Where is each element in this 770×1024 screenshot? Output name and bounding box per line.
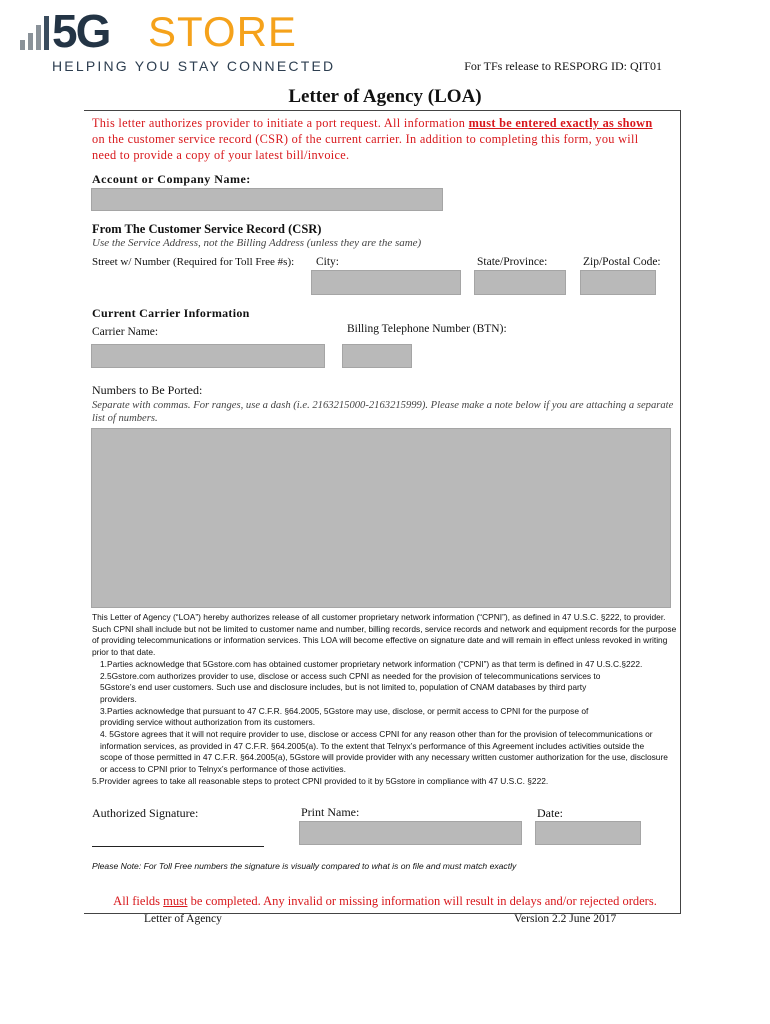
cpni-item-4: 4. 5Gstore agrees that it will not require provider to use, disclose or access CPNI for any reason other than for the provision of telecommunications or information services, as provided in 47 C.F.R. §64.2005(a). To the extent that Telnyx’s performance of this Agreement includes activities outside the scope of those permitted in 47 C.F.R. §64.2005(a), 5Gstore will provide provider with any necessary written customer authorization for the use, disclosure or access to CPNI prior to Telnyx’s performance of those activities.: [100, 729, 668, 775]
required-warning: All fields must be completed. Any invalid or missing information will result in delays and/or rejected orders.: [113, 894, 657, 908]
signature-line[interactable]: [92, 846, 264, 847]
numbers-note: Separate with commas. For ranges, use a dash (i.e. 2163215000-2163215999). Please make a note below if you are attaching a separate list of numbers.: [92, 400, 674, 424]
account-name-field[interactable]: [91, 188, 443, 211]
cpni-terms: [92, 612, 678, 788]
print-name-label: Print Name:: [301, 805, 360, 819]
numbers-field[interactable]: [91, 428, 671, 608]
btn-field[interactable]: [342, 344, 412, 368]
carrier-heading: Current Carrier Information: [92, 306, 250, 320]
csr-heading: From The Customer Service Record (CSR): [92, 222, 322, 236]
cpni-item-5: 5.Provider agrees to take all reasonable steps to protect CPNI provided to it by 5Gstore in compliance with 47 U.S.C. §222.: [92, 775, 549, 786]
cpni-item-2: 2.5Gstore.com authorizes provider to use, disclose or access such CPNI as needed for the provision of telecommunications services to 5Gstore’s end user customers. Such use and disclosure includes, but is not limited to, population of CNAM databases by third party providers.: [100, 670, 601, 704]
city-label: City:: [316, 256, 340, 268]
date-field[interactable]: [535, 821, 641, 845]
cpni-paragraph: This Letter of Agency (“LOA”) hereby authorizes release of all customer proprietary network information (“CPNI”), as defined in 47 U.S.C. §222, to provider. Such CPNI shall include but not be limited to customer name and number, billing records, service records and network and equipment records for the purpose of providing telecommunications or information services. This LOA will become effective on signature date and will remain in effect unless revoked in writing prior to that date.: [92, 612, 677, 658]
cpni-item-3: 3.Parties acknowledge that pursuant to 47 C.F.R. §64.2005, 5Gstore may use, disclose, or permit access to CPNI for the purpose of providing service without authorization from its customers.: [100, 705, 589, 728]
zip-label: Zip/Postal Code:: [583, 256, 661, 268]
print-name-field[interactable]: [299, 821, 522, 845]
btn-label: Billing Telephone Number (BTN):: [347, 323, 507, 335]
date-label: Date:: [537, 806, 563, 820]
state-label: State/Province:: [477, 256, 548, 268]
page-title: Letter of Agency (LOA): [288, 86, 482, 107]
city-field[interactable]: [311, 270, 461, 295]
logo-tagline: HELPING YOU STAY CONNECTED: [52, 58, 336, 74]
resporg-id: For TFs release to RESPORG ID: QIT01: [464, 59, 662, 73]
footer-version: Version 2.2 June 2017: [514, 913, 617, 925]
intro-text: This letter authorizes provider to initiate a port request. All information must be entered exactly as shown on the customer service record (CSR) of the current carrier. In addition to completing this form, you will need to provide a copy of your latest bill/invoice.: [92, 116, 653, 162]
authorized-signature-label: Authorized Signature:: [92, 806, 199, 820]
footer-doc-name: Letter of Agency: [144, 913, 222, 925]
carrier-name-field[interactable]: [91, 344, 325, 368]
street-label: Street w/ Number (Required for Toll Free #s):: [92, 256, 295, 268]
logo-signal-bars-icon: [20, 16, 50, 50]
logo-5g: 5G: [52, 5, 110, 57]
toll-free-note: Please Note: For Toll Free numbers the signature is visually compared to what is on file and must match exactly: [92, 861, 517, 871]
account-label: Account or Company Name:: [92, 172, 251, 186]
zip-field[interactable]: [580, 270, 656, 295]
state-field[interactable]: [474, 270, 566, 295]
numbers-label: Numbers to Be Ported:: [92, 383, 203, 397]
cpni-item-1: 1.Parties acknowledge that 5Gstore.com has obtained customer proprietary network information (“CPNI”) as that term is defined in 47 U.S.C.§222.: [100, 658, 643, 669]
logo-store: STORE: [148, 8, 297, 55]
csr-note: Use the Service Address, not the Billing Address (unless they are the same): [92, 237, 422, 249]
carrier-name-label: Carrier Name:: [92, 326, 159, 338]
